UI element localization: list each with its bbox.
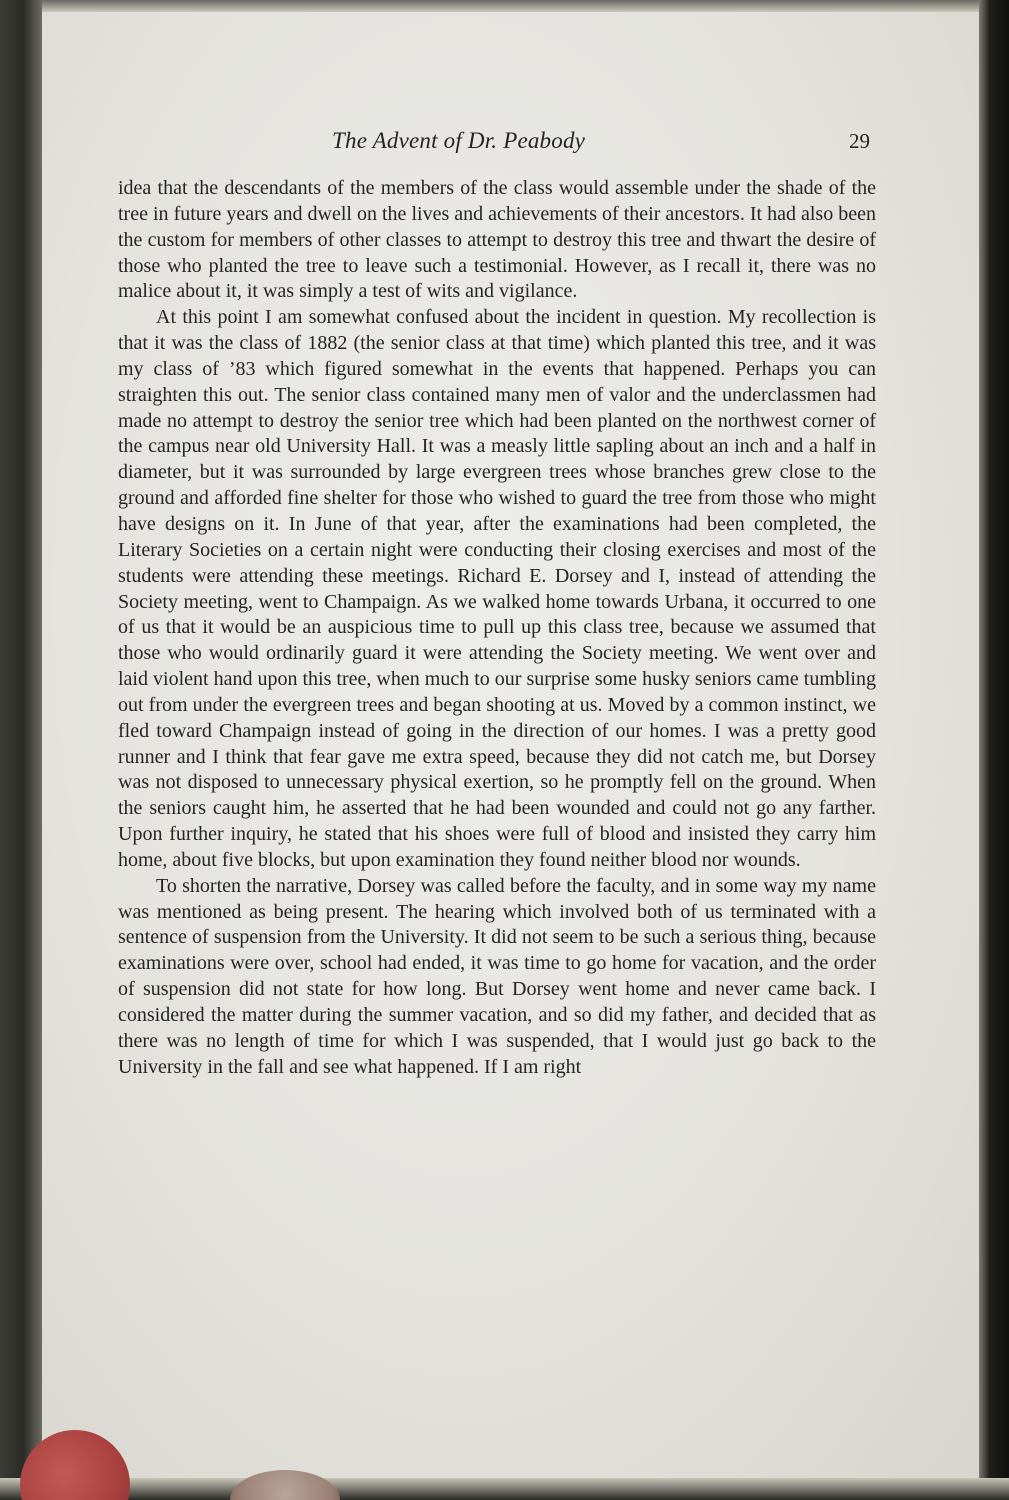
page-number: 29 [849, 129, 870, 153]
paragraph-suspension: To shorten the narrative, Dorsey was called before the faculty, and in some way my name was mentioned as being present. The hearing which involved both of us terminated with a sentence of suspension from the University. It did not seem to be such a serious thing, because examinations were over, school had ended, it was time to go home for vacation, and the order of suspension did not state for how long. But Dorsey went home and never came back. I considered the matter during the summer vacation, and so did my father, and decided that as there was no length of time for which I was suspended, that I would just go back to the University in the fall and see what happened. If I am right [118, 874, 876, 1078]
body-text [118, 176, 876, 1081]
running-head [120, 128, 876, 158]
running-title: The Advent of Dr. Peabody [332, 128, 586, 153]
paragraph-continued: idea that the descendants of the members of the class would assemble under the shade of the tree in future years and dwell on the lives and achievements of their ancestors. It had also been the custom for members of other classes to attempt to destroy this tree and thwart the desire of those who planted the tree to leave such a testimonial. However, as I recall it, there was no malice about it, it was simply a test of wits and vigilance. [118, 177, 876, 303]
paragraph-incident: At this point I am somewhat confused about the incident in question. My recollection is that it was the class of 1882 (the senior class at that time) which planted this tree, and it was my class of ’83 which figured somewhat in the events that happened. Perhaps you can straighten this out. The senior class contained many men of valor and the underclassmen had made no attempt to destroy the senior tree which had been planted on the northwest corner of the campus near old University Hall. It was a measly little sapling about an inch and a half in diameter, but it was surrounded by large evergreen trees whose branches grew close to the ground and afforded fine shelter for those who wished to guard the tree from those who might have designs on it. In June of that year, after the examinations had been completed, the Literary Societies on a certain night were conducting their closing exercises and most of the students were attending these meetings. Richard E. Dorsey and I, instead of attending the Society meeting, went to Champaign. As we walked home towards Urbana, it occurred to one of us that it would be an auspicious time to pull up this class tree, because we assumed that those who would ordinarily guard it were attending the Society meeting. We went over and laid violent hand upon this tree, when much to our surprise some husky seniors came tumbling out from under the evergreen trees and began shooting at us. Moved by a common instinct, we fled toward Champaign instead of going in the direction of our homes. I was a pretty good runner and I think that fear gave me extra speed, because they did not catch me, but Dorsey was not disposed to unnecessary physical exertion, so he promptly fell on the ground. When the seniors caught him, he asserted that he had been wounded and could not go any farther. Upon further inquiry, he stated that his shoes were full of blood and insisted they carry him home, about five blocks, but upon examination they found neither blood nor wounds. [118, 306, 876, 871]
